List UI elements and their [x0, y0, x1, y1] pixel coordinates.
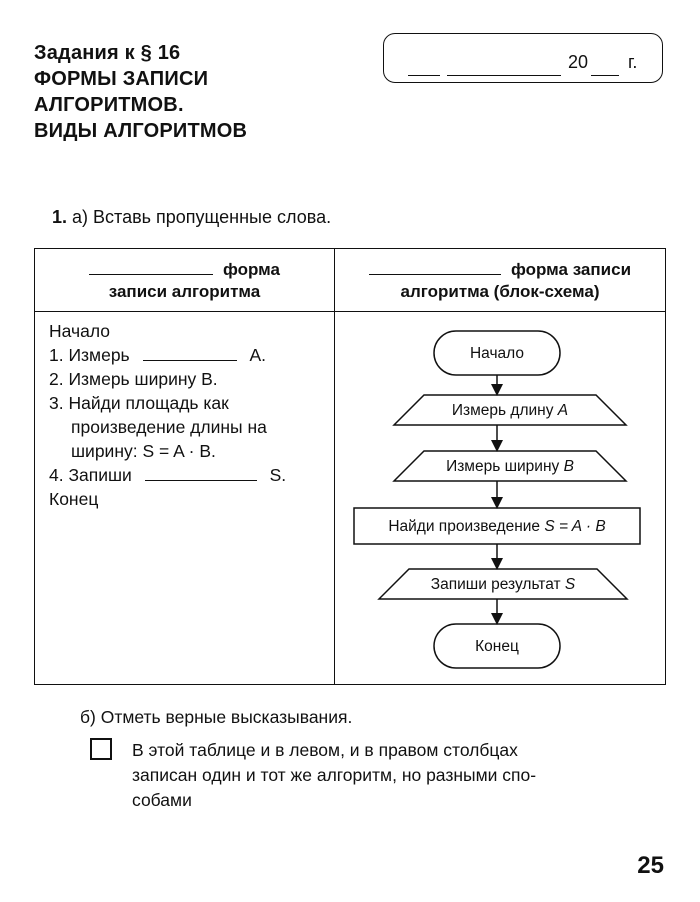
statement-line-2: записан один и тот же алгоритм, но разными спо- [132, 765, 537, 785]
date-year-prefix: 20 [568, 52, 589, 72]
heading-line-4: ВИДЫ АЛГОРИТМОВ [34, 120, 248, 142]
statement-line-1: В этой таблице и в левом, и в правом столбцах [132, 740, 518, 760]
flow-input-length-text: Измерь длину [451, 402, 558, 419]
verbal-start: Начало [49, 321, 110, 341]
flow-output-var: S [564, 576, 576, 593]
task-part-b: б) Отметь верные высказывания. [80, 707, 353, 727]
flow-process-formula: S = A · B [544, 518, 606, 535]
flow-output-label [431, 576, 576, 593]
right-header-line-2: алгоритма (блок-схема) [400, 282, 600, 301]
verbal-step-2: 2. Измерь ширину B. [49, 369, 218, 389]
statement-text [132, 738, 660, 813]
flow-input-length-label [452, 402, 568, 419]
date-month-blank[interactable] [447, 75, 561, 76]
flow-input-length-var: A [557, 402, 569, 419]
verbal-step-4-text: 4. Запиши [49, 465, 132, 485]
flow-input-width-text: Измерь ширину [446, 458, 564, 475]
flow-output-text: Запиши результат [430, 576, 565, 593]
heading-line-3: АЛГОРИТМОВ. [34, 94, 184, 116]
page-number: 25 [637, 852, 664, 879]
task-number: 1. [52, 207, 68, 227]
algorithm-table [34, 248, 666, 685]
date-year-blank[interactable] [591, 75, 619, 76]
flow-process-text: Найди произведение [388, 518, 545, 535]
left-header-tail: форма [222, 260, 280, 279]
heading-line-2: ФОРМЫ ЗАПИСИ [34, 68, 209, 90]
verbal-step-3-line-2: произведение длины на [71, 417, 267, 437]
flow-process-label [388, 518, 605, 535]
task-part-a: а) Вставь пропущенные слова. [72, 207, 332, 227]
verbal-step-1-suffix: A. [249, 345, 266, 365]
task-1-instruction [52, 207, 331, 228]
date-box [383, 33, 663, 83]
date-day-blank[interactable] [408, 75, 440, 76]
flowchart [35, 249, 665, 683]
flow-start-label: Начало [469, 345, 525, 362]
flow-input-width-var: B [563, 458, 574, 475]
heading-line-1: Задания к § 16 [34, 42, 181, 64]
statement-line-3: собами [132, 790, 192, 810]
statement-checkbox[interactable] [90, 738, 112, 760]
verbal-step-3-line-1: 3. Найди площадь как [49, 393, 229, 413]
right-header-tail: форма записи [510, 260, 632, 279]
verbal-end: Конец [49, 489, 99, 509]
flow-input-width-label [446, 458, 574, 475]
date-year-suffix: г. [628, 52, 638, 72]
verbal-step-1-text: 1. Измерь [49, 345, 130, 365]
verbal-step-4-suffix: S. [269, 465, 287, 485]
left-header-line-2: записи алгоритма [108, 282, 261, 301]
section-heading [34, 40, 247, 144]
verbal-step-3-line-3: ширину: S = A · B. [71, 441, 216, 461]
flow-end-label: Конец [475, 638, 519, 655]
